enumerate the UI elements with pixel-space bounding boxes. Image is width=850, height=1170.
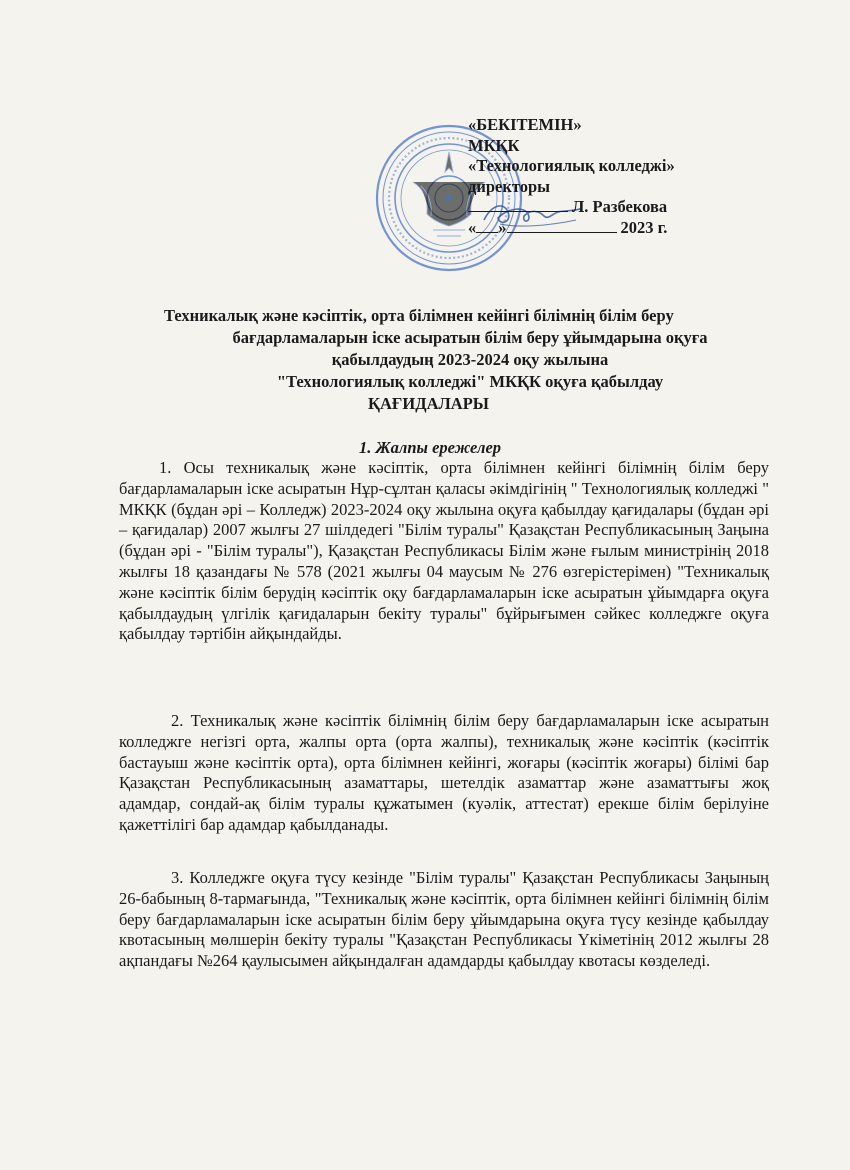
title-line-2: бағдарламаларын іске асыратын білім беру ұйымдарына оқуға: [232, 328, 708, 347]
paragraph-2: [119, 711, 769, 836]
approval-block: [468, 115, 768, 238]
paragraph-1-text: 1. Осы техникалық және кәсіптік, орта білімнен кейінгі білімнің білім беру бағдарламаларын іске асыратын Нұр-сұлтан қаласы әкімдігінің " Технологиялық колледжі " МКҚК (бұдан әрі – Колледж) 2023-2024 оқу жылына оқуға қабылдау қағидалары (бұдан әрі – қағидалар) 2007 жылғы 27 шілдедегі "Білім туралы" Қазақстан Республикасының Заңына (бұдан әрі - "Білім туралы"), Қазақстан Республикасы Білім және ғылым министрінің 2018 жылғы 18 қазандағы № 578 (2021 жылғы 04 маусым № 276 өзгерістерімен) "Техникалық және кәсіптік білім берудің кәсіптік оқу бағдарламаларын іске асыратын ұйымдарға оқуға қабылдаудың үлгілік қағидаларын бекіту туралы" бұйрығымен сәйкес колледжге оқуға қабылдау тәртібін айқындайды.: [119, 458, 769, 644]
paragraph-3: [119, 868, 769, 972]
paragraph-1: [119, 458, 769, 645]
date-open-quote: «: [468, 217, 477, 237]
approval-signer: Л. Разбекова: [572, 197, 668, 216]
approval-signature-line: [468, 197, 768, 218]
section-heading: 1. Жалпы ережелер: [358, 438, 502, 457]
signature-blank: [468, 197, 568, 212]
approval-college: «Технологиялық колледжі»: [468, 156, 675, 175]
approval-date-line: [468, 218, 768, 239]
approval-heading: «БЕКІТЕМІН»: [468, 115, 582, 134]
title-line-3: қабылдаудың 2023-2024 оқу жылына: [331, 350, 609, 369]
document-title: [150, 305, 790, 415]
month-blank: [507, 218, 617, 233]
paragraph-2-text: 2. Техникалық және кәсіптік білімнің білім беру бағдарламаларын іске асыратын колледжге негізгі орта, жалпы орта (орта жалпы), техникалық және кәсіптік (кәсіптік бастауыш және кәсіптік орта), орта білімнен кейінгі, жоғары (кәсіптік жоғары) білімі бар Қазақстан Республикасының азаматтары, шетелдік азаматтар және азаматтығы жоқ адамдар, сондай-ақ білім туралы құжатымен (куәлік, аттестат) ерекше білім берілуіне қажеттілігі бар адамдар қабылданады.: [119, 711, 769, 834]
approval-year: 2023 г.: [620, 217, 668, 237]
approval-position: директоры: [468, 176, 551, 196]
title-line-1: Техникалық және кәсіптік, орта білімнен кейінгі білімнің білім беру: [164, 306, 674, 325]
title-line-4: "Технологиялық колледжі" МКҚК оқуға қабылдау: [276, 372, 664, 391]
title-line-5: ҚАҒИДАЛАРЫ: [368, 394, 489, 413]
approval-org: МКҚК: [468, 135, 520, 155]
date-close-quote: »: [498, 217, 507, 237]
day-blank: [476, 218, 498, 233]
paragraph-3-text: 3. Колледжге оқуға түсу кезінде "Білім туралы" Қазақстан Республикасы Заңының 26-бабының 8-тармағында, "Техникалық және кәсіптік, орта білімнен кейінгі білімнің білім беру бағдарламаларын іске асыратын білім беру ұйымдарына оқуға түсу кезінде қабылдау квотасының мөлшерін бекіту туралы "Қазақстан Республикасы Үкіметінің 2012 жылғы 28 ақпандағы №264 қаулысымен айқындалған адамдарды қабылдау квотасы көзделеді.: [119, 868, 769, 971]
